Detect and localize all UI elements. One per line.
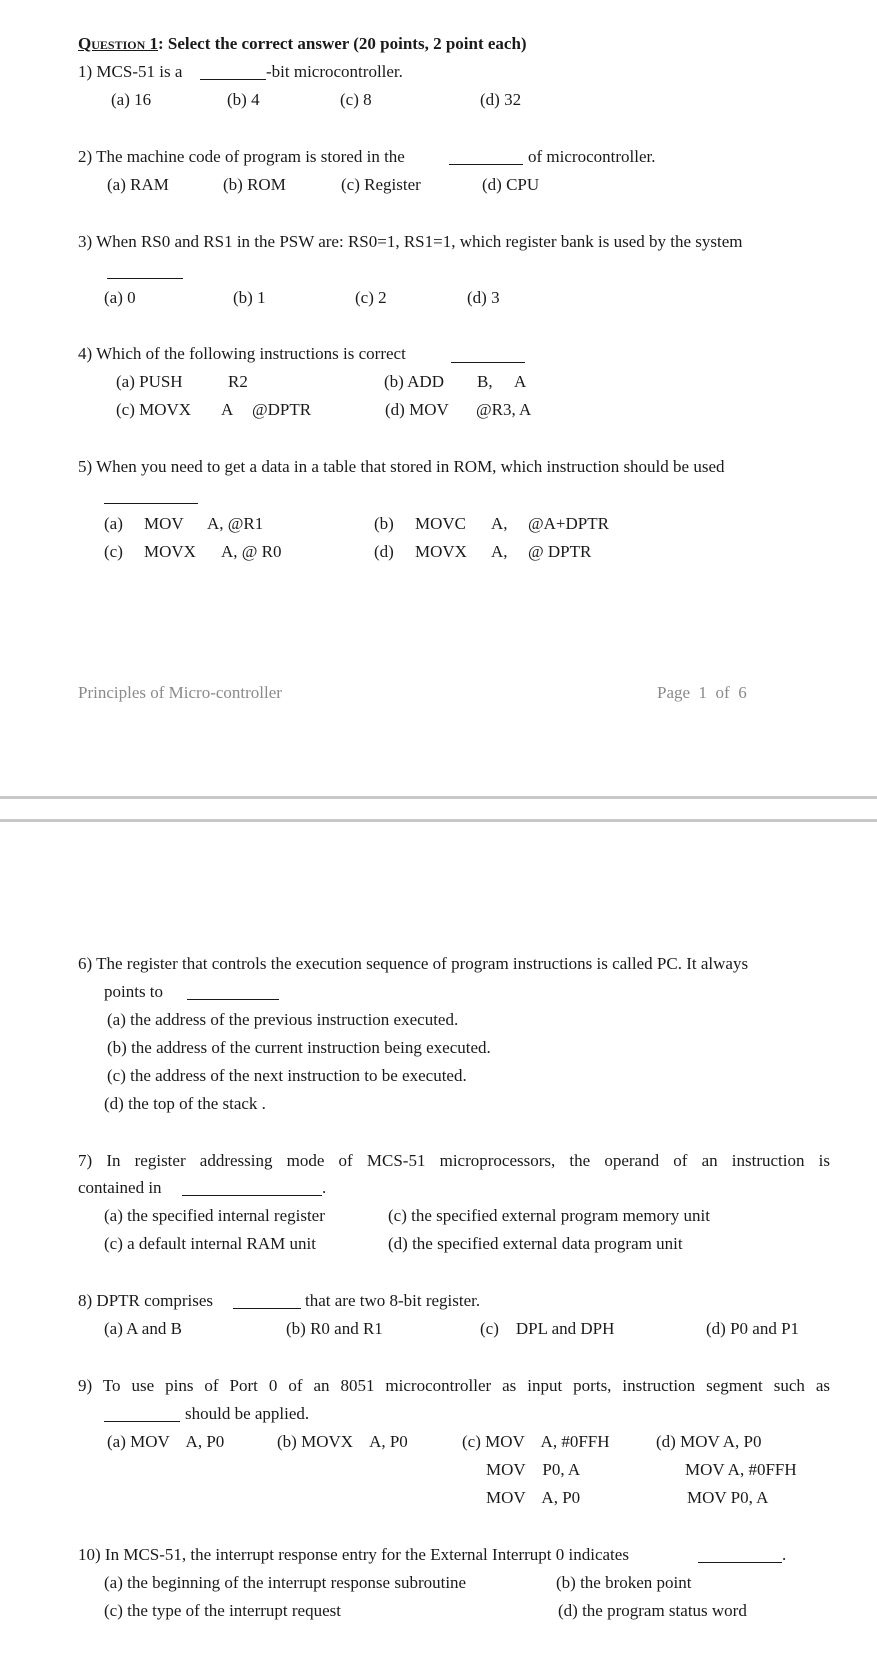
q4-option-a-operand: R2 [228,372,248,391]
q5-option-b-op: MOVC [415,514,467,533]
q2-option: (c) Register [341,175,421,194]
q4-stem: 4) Which of the following instructions is correct [78,344,406,363]
question-label: Question 1 [78,34,158,53]
q6-stem-line1: 6) The register that controls the execution sequence of program instructions is called PC. It always [78,954,749,973]
page-break-divider [0,796,877,822]
q1-stem-end: -bit microcontroller. [266,62,403,81]
q8-stem-start: 8) DPTR comprises [78,1291,214,1310]
q1-option: (b) 4 [227,90,260,109]
q8-stem-end: that are two 8-bit register. [305,1291,481,1310]
q6-blank [187,999,279,1000]
q5-stem: 5) When you need to get a data in a table that stored in ROM, which instruction should be used [78,457,725,476]
q2-blank [449,164,523,165]
q3-option: (d) 3 [467,288,500,307]
q5-option-d-op: MOVX [415,542,467,561]
q3-option: (a) 0 [104,288,136,307]
q10-option: (c) the type of the interrupt request [104,1601,341,1620]
q3-option: (b) 1 [233,288,266,307]
q9-option-c-line2: MOV P0, A [486,1460,581,1479]
q7-stem-line2: contained in [78,1178,162,1197]
question-instruction: : Select the correct answer (20 points, 2 point each) [158,34,527,53]
q9-option-b: (b) MOVX A, P0 [277,1432,408,1451]
q3-stem: 3) When RS0 and RS1 in the PSW are: RS0=1, RS1=1, which register bank is used by the system [78,232,743,251]
q8-option: (c) DPL and DPH [480,1319,615,1338]
q4-option-b-operand: B, [477,372,493,391]
q5-blank [104,503,198,504]
q7-option: (c) a default internal RAM unit [104,1234,316,1253]
q5-option-c-operand: A, @ R0 [221,542,282,561]
q9-option-c-line1: (c) MOV A, #0FFH [462,1432,610,1451]
q2-stem-end: of microcontroller. [528,147,656,166]
q9-option-d-line3: MOV P0, A [687,1488,769,1507]
q7-stem-line1: 7) In register addressing mode of MCS-51 microprocessors, the operand of an instruction is [78,1151,830,1170]
q4-blank [451,362,525,363]
q6-stem-line2: points to [104,982,164,1001]
q10-option: (d) the program status word [558,1601,747,1620]
q6-option: (b) the address of the current instruction being executed. [107,1038,491,1057]
q4-option-c: (c) MOVX [116,400,192,419]
q3-blank [107,278,183,279]
footer-course-title: Principles of Micro-controller [78,683,282,702]
q9-blank [104,1421,180,1422]
q8-blank [233,1308,301,1309]
q5-option-c-label: (c) [104,542,123,561]
q8-option: (b) R0 and R1 [286,1319,383,1338]
q10-option: (a) the beginning of the interrupt response subroutine [104,1573,467,1592]
question-heading [78,34,527,54]
q4-option-d-operand: @R3, A [476,400,532,419]
q4-option-c-operand: @DPTR [252,400,312,419]
q7-option: (d) the specified external data program unit [388,1234,683,1253]
q9-stem-line1: 9) To use pins of Port 0 of an 8051 microcontroller as input ports, instruction segment such as [78,1376,830,1395]
q5-option-a-label: (a) [104,514,123,533]
q4-option-c-operand: A [221,400,234,419]
footer-page-number: Page 1 of 6 [657,683,747,702]
q6-option: (d) the top of the stack . [104,1094,266,1113]
q7-stem-period: . [322,1178,327,1197]
q1-option: (a) 16 [111,90,152,109]
q7-option: (a) the specified internal register [104,1206,325,1225]
q8-option: (a) A and B [104,1319,182,1338]
q5-option-d-operand: @ DPTR [528,542,592,561]
q5-option-a-operand: A, @R1 [207,514,264,533]
q9-stem-line2: should be applied. [185,1404,310,1423]
q3-option: (c) 2 [355,288,387,307]
q9-option-c-line3: MOV A, P0 [486,1488,581,1507]
q5-option-d-operand: A, [491,542,508,561]
q6-option: (a) the address of the previous instruction executed. [107,1010,459,1029]
q6-option: (c) the address of the next instruction to be executed. [107,1066,467,1085]
q8-option: (d) P0 and P1 [706,1319,800,1338]
q9-option-d-line2: MOV A, #0FFH [685,1460,797,1479]
q4-option-b-operand: A [514,372,527,391]
q1-blank [200,79,266,80]
q2-stem-start: 2) The machine code of program is stored in the [78,147,405,166]
q5-option-b-operand: A, [491,514,508,533]
q5-option-b-label: (b) [374,514,394,533]
q9-option-d-line1: (d) MOV A, P0 [656,1432,762,1451]
q2-option: (a) RAM [107,175,169,194]
q7-blank [182,1195,322,1196]
q10-stem: 10) In MCS-51, the interrupt response entry for the External Interrupt 0 indicates [78,1545,629,1564]
q5-option-d-label: (d) [374,542,394,561]
q9-option-a: (a) MOV A, P0 [107,1432,225,1451]
q10-option: (b) the broken point [556,1573,692,1592]
q2-option: (b) ROM [223,175,286,194]
q4-option-d: (d) MOV [385,400,449,419]
q5-option-c-op: MOVX [144,542,196,561]
q4-option-b: (b) ADD [384,372,444,391]
q1-stem-start: 1) MCS-51 is a [78,62,183,81]
q1-option: (c) 8 [340,90,372,109]
q5-option-b-operand: @A+DPTR [528,514,609,533]
q4-option-a: (a) PUSH [116,372,183,391]
q5-option-a-op: MOV [144,514,184,533]
q1-option: (d) 32 [480,90,522,109]
q2-option: (d) CPU [482,175,540,194]
q7-option: (c) the specified external program memory unit [388,1206,710,1225]
q10-blank [698,1562,782,1563]
q10-stem-period: . [782,1545,787,1564]
